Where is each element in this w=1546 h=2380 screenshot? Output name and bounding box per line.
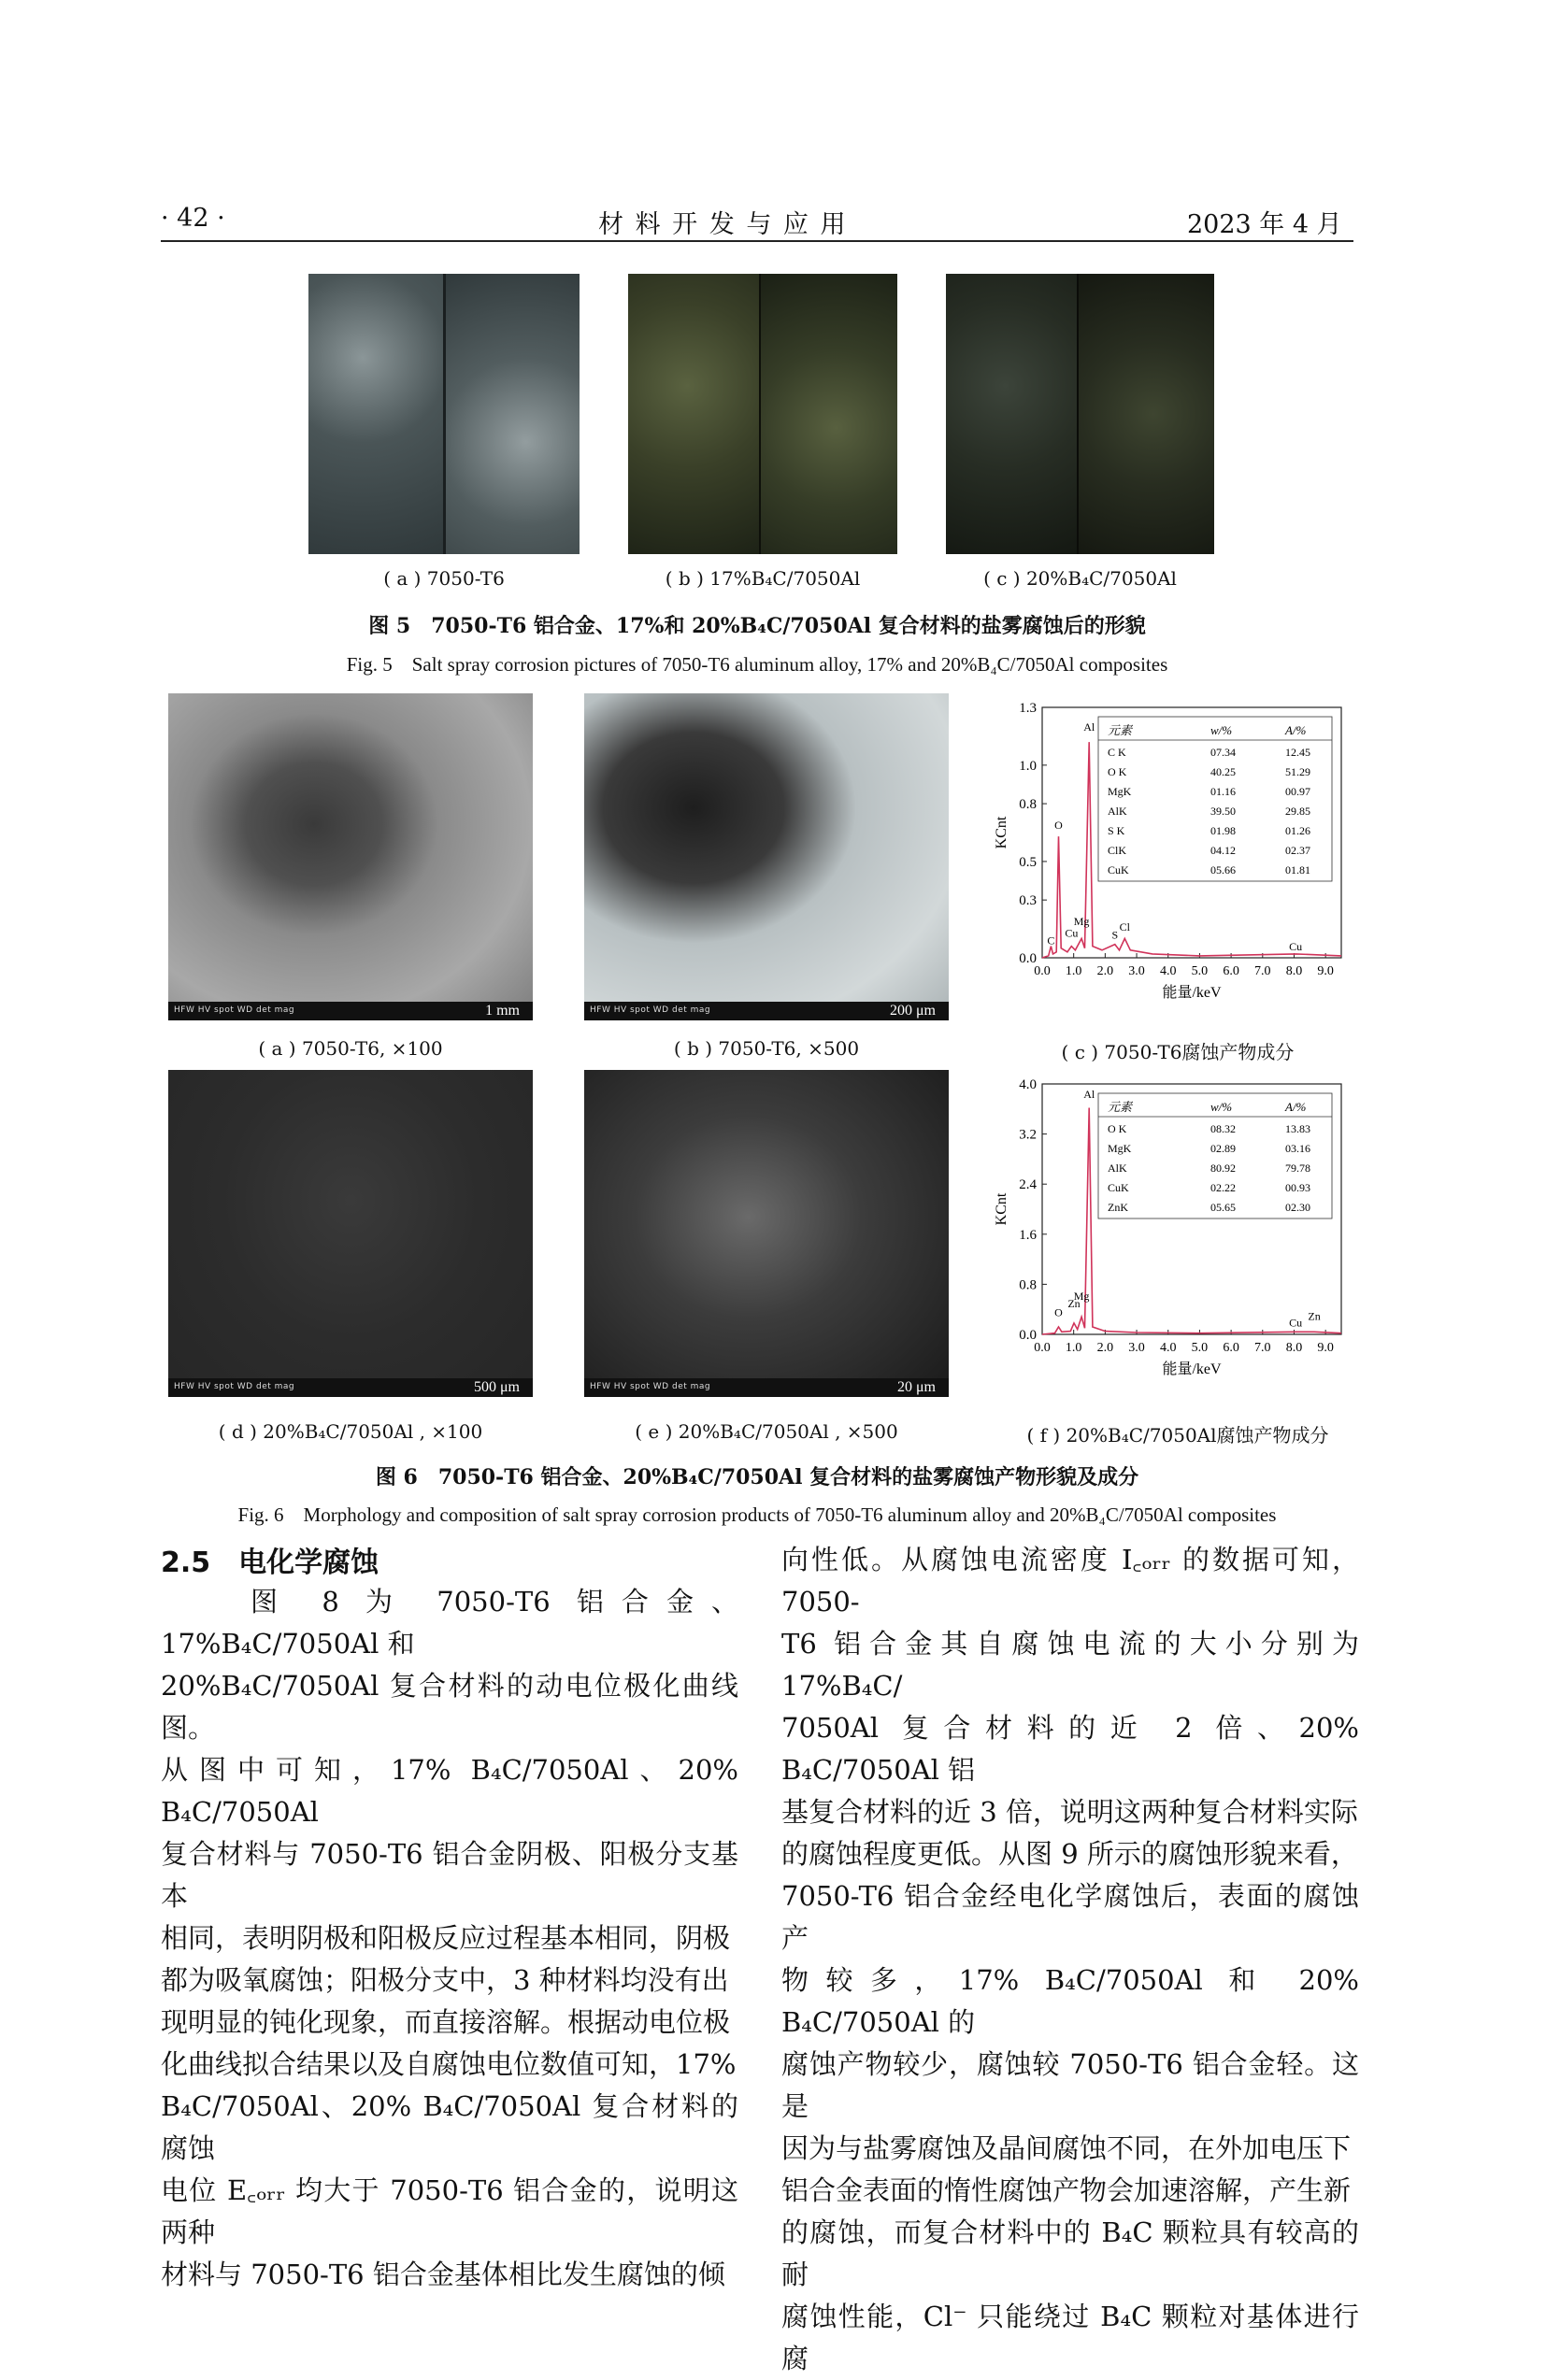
fig6-title-cn: 图 6 7050-T6 铝合金、20%B₄C/7050Al 复合材料的盐雾腐蚀产物形貌及成分 (375, 1465, 1139, 1489)
table-cell: O K (1108, 1122, 1127, 1135)
x-tick-label: 1.0 (1065, 1341, 1082, 1355)
x-tick-label: 1.0 (1065, 964, 1082, 978)
fig5-photo-b (628, 274, 897, 554)
table-cell: 12.45 (1285, 746, 1310, 759)
text-line: 相同，表明阴极和阳极反应过程基本相同，阴极 (161, 1922, 731, 1954)
y-tick-label: 0.8 (1019, 797, 1037, 813)
table-cell: 13.83 (1285, 1122, 1310, 1135)
table-cell: 40.25 (1210, 765, 1236, 778)
fig6-sem-b: HFW HV spot WD det mag 200 μm (584, 693, 949, 1020)
text-line: 7050Al 复合材料的近 2 倍、20% B₄C/7050Al 铝 (781, 1712, 1359, 1786)
fig6-sem-a: HFW HV spot WD det mag 1 mm (168, 693, 533, 1020)
fig6-title-en: Fig. 6 Morphology and composition of salt spray corrosion products of 7050-T6 aluminum alloy and 20%B₄C/7050Al composites (237, 1504, 1277, 1526)
fig6-sem-e: HFW HV spot WD det mag 20 μm (584, 1070, 949, 1397)
peak-label: Cu (1289, 939, 1303, 953)
text-line: 都为吸氧腐蚀；阳极分支中，3 种材料均没有出 (161, 1964, 729, 1996)
text-line: 从图中可知，17% B₄C/7050Al、20% B₄C/7050Al (161, 1754, 738, 1828)
issue-date: 2023 年 4 月 (1187, 210, 1342, 239)
fig5-caption-a: ( a ) 7050-T6 (383, 567, 505, 590)
x-tick-label: 5.0 (1191, 964, 1209, 978)
text-line: 因为与盐雾腐蚀及晶间腐蚀不同，在外加电压下 (781, 2132, 1352, 2164)
table-cell: 80.92 (1210, 1161, 1236, 1175)
x-axis-label: 能量/keV (1162, 1361, 1222, 1377)
text-line: 材料与 7050-T6 铝合金基体相比发生腐蚀的倾 (161, 2259, 725, 2290)
body-right-column (781, 1539, 1359, 2380)
text-line: 图 8 为 7050-T6 铝合金、17%B₄C/7050Al 和 (161, 1586, 738, 1660)
table-header: 元素 (1108, 1100, 1133, 1114)
table-cell: 02.37 (1285, 844, 1310, 857)
peak-label: Cu (1065, 926, 1079, 940)
peak-label: Al (1083, 720, 1095, 734)
table-cell: S K (1108, 824, 1125, 837)
text-line: 腐蚀产物较少，腐蚀较 7050-T6 铝合金轻。这是 (781, 2048, 1359, 2122)
header-rule (161, 240, 1353, 242)
y-axis-label: KCnt (994, 816, 1009, 849)
x-tick-label: 4.0 (1159, 1341, 1177, 1355)
x-tick-label: 3.0 (1128, 964, 1145, 978)
table-cell: 03.16 (1285, 1142, 1310, 1155)
peak-label: Mg (1073, 1290, 1090, 1304)
text-line: 的腐蚀，而复合材料中的 B₄C 颗粒具有较高的耐 (781, 2216, 1359, 2290)
peak-label: S (1111, 928, 1119, 942)
peak-label: Zn (1067, 1297, 1081, 1311)
text-line: 7050-T6 铝合金经电化学腐蚀后，表面的腐蚀产 (781, 1880, 1359, 1954)
peak-label: Cu (1289, 1316, 1303, 1330)
x-tick-label: 8.0 (1285, 964, 1303, 978)
fig5-photo-a (308, 274, 580, 554)
text-line: 腐蚀性能，Cl⁻ 只能绕过 B₄C 颗粒对基体进行腐 (781, 2301, 1359, 2374)
y-tick-label: 2.4 (1019, 1177, 1037, 1193)
body-left-column (161, 1581, 738, 2296)
table-header: A/% (1285, 723, 1307, 737)
x-tick-label: 3.0 (1128, 1341, 1145, 1355)
fig5-caption-c: ( c ) 20%B₄C/7050Al (983, 567, 1177, 590)
y-tick-label: 1.6 (1019, 1227, 1037, 1243)
table-header: w/% (1210, 1100, 1233, 1114)
table-cell: MgK (1108, 1142, 1132, 1155)
fig5-title-cn: 图 5 7050-T6 铝合金、17%和 20%B₄C/7050Al 复合材料的盐雾腐蚀后的形貌 (368, 614, 1146, 638)
text-line: 现明显的钝化现象，而直接溶解。根据动电位极 (161, 2006, 731, 2038)
table-header: w/% (1210, 723, 1233, 737)
text-line: 基复合材料的近 3 倍，说明这两种复合材料实际 (781, 1796, 1358, 1828)
y-tick-label: 1.0 (1019, 758, 1037, 774)
table-cell: 00.93 (1285, 1181, 1310, 1194)
x-axis-label: 能量/keV (1162, 985, 1222, 1001)
journal-title: 材 料 开 发 与 应 用 (598, 210, 848, 239)
y-tick-label: 0.5 (1019, 854, 1037, 870)
x-tick-label: 4.0 (1159, 964, 1177, 978)
x-tick-label: 6.0 (1223, 1341, 1239, 1355)
text-line: 向性低。从腐蚀电流密度 I꜀ₒᵣᵣ 的数据可知，7050- (781, 1544, 1359, 1618)
table-cell: 79.78 (1285, 1161, 1310, 1175)
table-cell: CuK (1108, 1181, 1129, 1194)
table-cell: MgK (1108, 785, 1132, 798)
x-tick-label: 8.0 (1285, 1341, 1303, 1355)
table-cell: 01.98 (1210, 824, 1236, 837)
table-cell: 04.12 (1210, 844, 1236, 857)
text-line: 复合材料与 7050-T6 铝合金阴极、阳极分支基本 (161, 1838, 738, 1912)
fig6-caption-e: ( e ) 20%B₄C/7050Al , ×500 (635, 1420, 898, 1443)
table-header: 元素 (1108, 723, 1133, 737)
table-cell: 05.66 (1210, 863, 1236, 876)
fig5-photo-c (946, 274, 1214, 554)
fig6-caption-f: ( f ) 20%B₄C/7050Al腐蚀产物成分 (1026, 1424, 1329, 1447)
table-cell: 05.65 (1210, 1201, 1236, 1214)
table-cell: 01.26 (1285, 824, 1310, 837)
table-cell: CuK (1108, 863, 1129, 876)
table-cell: 51.29 (1285, 765, 1310, 778)
text-line: 电位 E꜀ₒᵣᵣ 均大于 7050-T6 铝合金的，说明这两种 (161, 2174, 738, 2248)
table-cell: 08.32 (1210, 1122, 1236, 1135)
scale-bar-label: 1 mm (485, 1003, 520, 1019)
peak-label: O (1054, 818, 1063, 832)
fig6-caption-b: ( b ) 7050-T6, ×500 (673, 1037, 860, 1060)
x-tick-label: 5.0 (1191, 1341, 1209, 1355)
y-tick-label: 0.3 (1019, 893, 1037, 909)
fig6-caption-a: ( a ) 7050-T6, ×100 (258, 1037, 443, 1060)
section-heading: 2.5 电化学腐蚀 (161, 1546, 379, 1579)
x-tick-label: 0.0 (1034, 964, 1051, 978)
x-tick-label: 6.0 (1223, 964, 1239, 978)
scale-bar-label: 20 μm (896, 1379, 936, 1395)
y-tick-label: 0.8 (1019, 1277, 1037, 1293)
x-tick-label: 7.0 (1254, 964, 1271, 978)
table-cell: AlK (1108, 805, 1127, 818)
x-tick-label: 0.0 (1034, 1341, 1051, 1355)
x-tick-label: 2.0 (1096, 964, 1114, 978)
table-cell: 02.89 (1210, 1142, 1236, 1155)
fig5-caption-b: ( b ) 17%B₄C/7050Al (665, 567, 861, 590)
text-line: 物较多，17% B₄C/7050Al 和 20% B₄C/7050Al 的 (781, 1964, 1359, 2038)
peak-label: Cl (1119, 920, 1130, 934)
page-number: · 42 · (161, 204, 225, 233)
table-cell: C K (1108, 746, 1126, 759)
peak-label: O (1054, 1305, 1063, 1319)
fig6-caption-d: ( d ) 20%B₄C/7050Al , ×100 (218, 1420, 483, 1443)
text-line: B₄C/7050Al、20% B₄C/7050Al 复合材料的腐蚀 (161, 2090, 738, 2164)
table-cell: 02.22 (1210, 1181, 1236, 1194)
text-line: 20%B₄C/7050Al 复合材料的动电位极化曲线图。 (161, 1670, 738, 1744)
scale-bar-label: 200 μm (889, 1003, 936, 1019)
x-tick-label: 9.0 (1317, 964, 1334, 978)
table-cell: 02.30 (1285, 1201, 1310, 1214)
y-axis-label: KCnt (994, 1192, 1009, 1226)
x-tick-label: 2.0 (1096, 1341, 1114, 1355)
table-cell: ZnK (1108, 1201, 1128, 1214)
text-line: T6 铝合金其自腐蚀电流的大小分别为 17%B₄C/ (781, 1628, 1359, 1702)
peak-label: Zn (1308, 1309, 1321, 1323)
table-cell: 07.34 (1210, 746, 1236, 759)
table-cell: 00.97 (1285, 785, 1310, 798)
table-header: A/% (1285, 1100, 1307, 1114)
y-tick-label: 0.0 (1019, 1328, 1037, 1343)
table-cell: 29.85 (1285, 805, 1310, 818)
fig6-sem-d: HFW HV spot WD det mag 500 μm (168, 1070, 533, 1397)
scale-bar-label: 500 μm (473, 1379, 520, 1395)
y-tick-label: 3.2 (1019, 1127, 1037, 1143)
text-line: 的腐蚀程度更低。从图 9 所示的腐蚀形貌来看， (781, 1838, 1358, 1870)
fig5-title-en: Fig. 5 Salt spray corrosion pictures of 7050-T6 aluminum alloy, 17% and 20%B₄C/7050Al composites (346, 653, 1168, 676)
y-tick-label: 4.0 (1019, 1077, 1037, 1092)
peak-label: C (1047, 933, 1055, 948)
table-cell: ClK (1108, 844, 1127, 857)
table-cell: 39.50 (1210, 805, 1236, 818)
peak-label: Al (1083, 1087, 1095, 1101)
y-tick-label: 0.0 (1019, 951, 1037, 966)
table-cell: AlK (1108, 1161, 1127, 1175)
text-line: 化曲线拟合结果以及自腐蚀电位数值可知，17% (161, 2048, 737, 2080)
y-tick-label: 1.3 (1019, 701, 1037, 716)
x-tick-label: 7.0 (1254, 1341, 1271, 1355)
x-tick-label: 9.0 (1317, 1341, 1334, 1355)
fig6-caption-c: ( c ) 7050-T6腐蚀产物成分 (1061, 1041, 1295, 1063)
table-cell: O K (1108, 765, 1127, 778)
table-cell: 01.81 (1285, 863, 1310, 876)
fig6-eds-chart-c (991, 696, 1365, 1014)
text-line: 铝合金表面的惰性腐蚀产物会加速溶解，产生新 (781, 2174, 1352, 2206)
table-cell: 01.16 (1210, 785, 1236, 798)
fig6-eds-chart-f (991, 1073, 1365, 1390)
peak-label: Mg (1073, 915, 1090, 929)
